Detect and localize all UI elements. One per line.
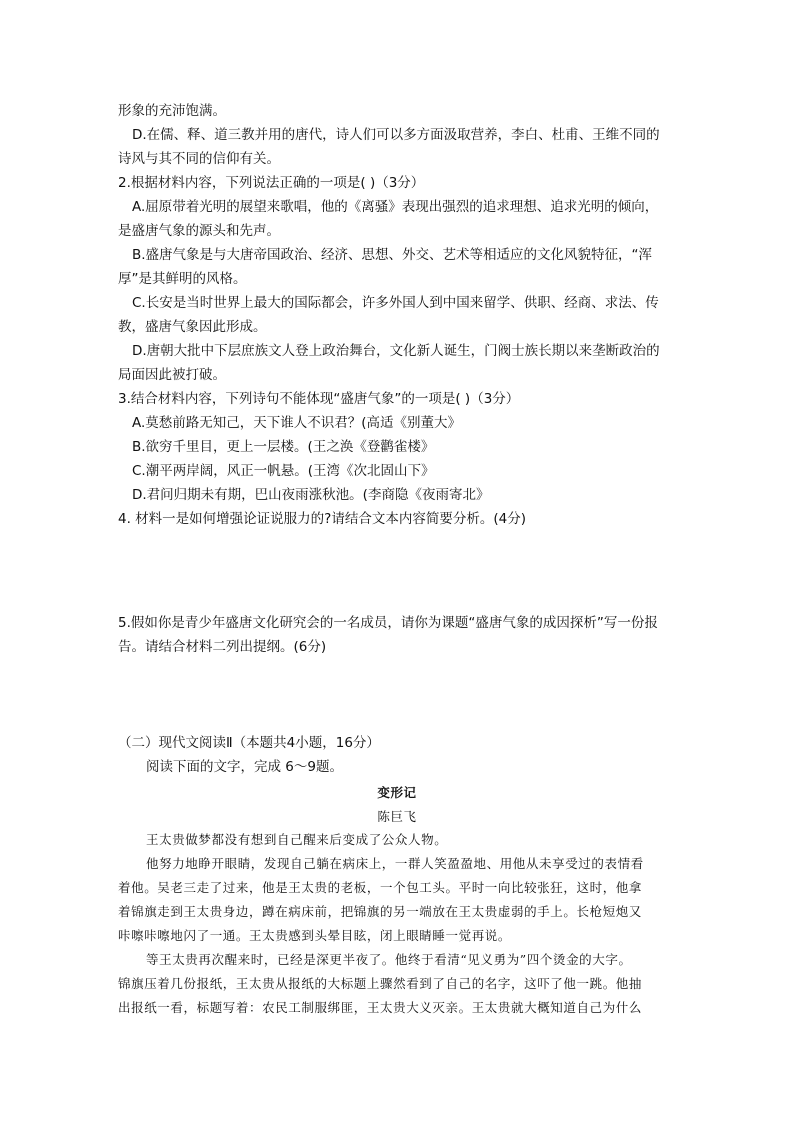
question-4-stem: 4. 材料一是如何增强论证说服力的?请结合文本内容简要分析。(4分) xyxy=(118,511,526,527)
question-5-stem: 5.假如你是青少年盛唐文化研究会的一名成员，请你为课题“盛唐气象的成因探析”写一份报 xyxy=(118,615,658,631)
story-paragraph: 出报纸一看，标题写着：农民工制服绑匪，王太贵大义灭亲。王太贵就大概知道自己为什么 xyxy=(118,1000,643,1015)
story-author: 陈巨飞 xyxy=(377,809,417,824)
question-2-option-c: 教，盛唐气象因此形成。 xyxy=(118,319,267,335)
option-d-line: D.在儒、释、道三教并用的唐代，诗人们可以多方面汲取营养，李白、杜甫、王维不同的 xyxy=(132,127,660,143)
question-3-option-d: D.君问归期未有期，巴山夜雨涨秋池。(李商隐《夜雨寄北》 xyxy=(132,487,490,503)
question-2-option-b: B.盛唐气象是与大唐帝国政治、经济、思想、外交、艺术等相适应的文化风貌特征，“浑 xyxy=(132,247,653,263)
story-title: 变形记 xyxy=(377,785,417,800)
question-2-option-a: 是盛唐气象的源头和先声。 xyxy=(118,223,280,239)
section-heading: （二）现代文阅读Ⅱ（本题共4小题，16分） xyxy=(118,735,380,751)
question-2-option-a: A.屈原带着光明的展望来歌唱，他的《离骚》表现出强烈的追求理想、追求光明的倾向， xyxy=(132,199,659,215)
question-3-stem: 3.结合材料内容，下列诗句不能体现“盛唐气象”的一项是( )（3分） xyxy=(118,391,520,407)
question-2-option-d: 局面因此被打破。 xyxy=(118,367,226,383)
story-paragraph: 等王太贵再次醒来时，已经是深更半夜了。他终于看清“见义勇为”四个烫金的大字。 xyxy=(146,952,632,967)
question-2-option-b: 厚”是其鲜明的风格。 xyxy=(118,271,247,287)
question-2-option-d: D.唐朝大批中下层庶族文人登上政治舞台，文化新人诞生，门阀士族长期以来垄断政治的 xyxy=(132,343,660,359)
story-paragraph: 锦旗压着几份报纸，王太贵从报纸的大标题上骤然看到了自己的名字，这吓了他一跳。他抽 xyxy=(118,976,643,991)
story-paragraph: 王太贵做梦都没有想到自己醒来后变成了公众人物。 xyxy=(146,832,448,847)
question-3-option-b: B.欲穷千里目，更上一层楼。(王之涣《登鹳雀楼》 xyxy=(132,439,435,455)
material-one-line: 形象的充沛饱满。 xyxy=(118,103,226,119)
story-paragraph: 他努力地睁开眼睛，发现自己躺在病床上，一群人笑盈盈地、用他从未享受过的表情看 xyxy=(146,856,644,871)
question-5-stem: 告。请结合材料二列出提纲。(6分) xyxy=(118,639,327,655)
option-d-line: 诗风与其不同的信仰有关。 xyxy=(118,151,280,167)
story-paragraph: 着锦旗走到王太贵身边，蹲在病床前，把锦旗的另一端放在王太贵虚弱的手上。长枪短炮又 xyxy=(118,904,643,919)
story-paragraph: 咔嚓咔嚓地闪了一通。王太贵感到头晕目眩，闭上眼睛睡一觉再说。 xyxy=(118,928,512,943)
question-3-option-a: A.莫愁前路无知己，天下谁人不识君？(高适《别董大》 xyxy=(132,415,462,431)
question-3-option-c: C.潮平两岸阔，风正一帆悬。(王湾《次北固山下》 xyxy=(132,463,435,479)
story-paragraph: 着他。吴老三走了过来，他是王太贵的老板，一个包工头。平时一向比较张狂，这时，他拿 xyxy=(118,880,643,895)
question-2-option-c: C.长安是当时世界上最大的国际都会，许多外国人到中国来留学、供职、经商、求法、传 xyxy=(132,295,659,311)
question-2-stem: 2.根据材料内容，下列说法正确的一项是( )（3分） xyxy=(118,175,425,191)
reading-instruction: 阅读下面的文字，完成 6～9题。 xyxy=(146,759,343,775)
